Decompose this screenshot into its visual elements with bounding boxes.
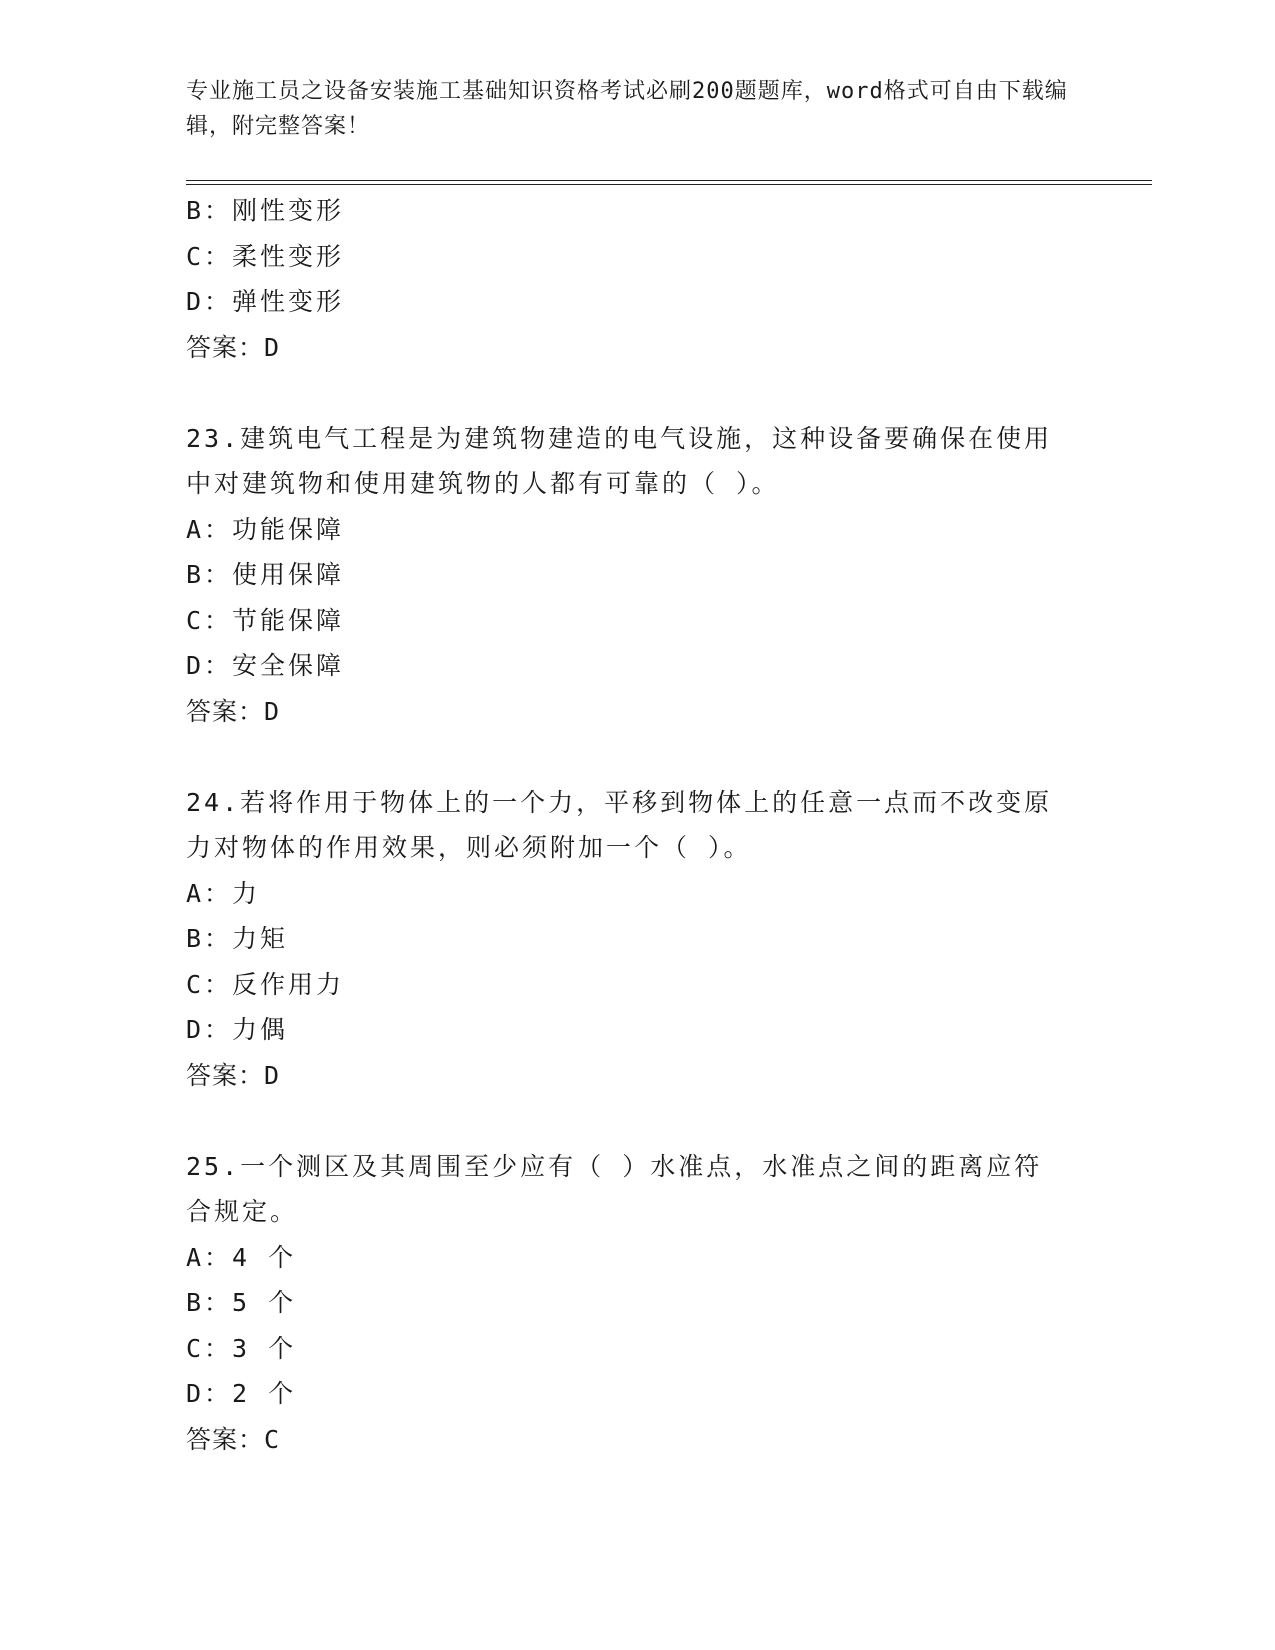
answer-line [186,1053,1086,1099]
option-a: A：力 [186,878,261,908]
previous-question-remainder [186,188,1086,370]
answer-label: 答案： [186,1060,265,1090]
option-a: A：4 个 [186,1242,297,1272]
answer-label: 答案： [186,1424,265,1454]
option-b: B：使用保障 [186,560,345,589]
answer-line [186,1417,1086,1463]
question-list [186,188,1086,1462]
option-b: B：力矩 [186,924,289,953]
answer-value: C [264,1424,281,1454]
option-b: B：5 个 [186,1288,297,1317]
option-c: C：反作用力 [186,969,345,999]
answer-line [186,325,1086,371]
option-d: D：安全保障 [186,651,345,680]
option-c: C：柔性变形 [186,241,345,271]
option-a: A：功能保障 [186,514,345,544]
answer-value: D [264,1060,281,1090]
option-d: D：弹性变形 [186,287,345,316]
question-text: 24.若将作用于物体上的一个力，平移到物体上的任意一点而不改变原力对物体的作用效果，则必须附加一个（ ）。 [186,787,1053,862]
option-b: B：刚性变形 [186,196,345,225]
header-divider-bottom [186,184,1152,185]
answer-value: D [264,696,281,726]
question-text: 23.建筑电气工程是为建筑物建造的电气设施，这种设备要确保在使用中对建筑物和使用建筑物的人都有可靠的（ ）。 [186,423,1053,498]
answer-label: 答案： [186,332,265,362]
question-23 [186,416,1086,735]
question-25 [186,1144,1086,1463]
answer-value: D [264,332,281,362]
answer-line [186,689,1086,735]
header-divider-top [186,180,1152,181]
option-c: C：3 个 [186,1333,297,1363]
option-d: D：2 个 [186,1379,297,1408]
answer-label: 答案： [186,696,265,726]
question-text: 25.一个测区及其周围至少应有（ ）水准点，水准点之间的距离应符合规定。 [186,1151,1043,1226]
document-header: 专业施工员之设备安装施工基础知识资格考试必刷200题题库，word格式可自由下载编辑，附完整答案！ [186,79,1068,139]
question-24 [186,780,1086,1099]
option-d: D：力偶 [186,1015,289,1044]
option-c: C：节能保障 [186,605,345,635]
